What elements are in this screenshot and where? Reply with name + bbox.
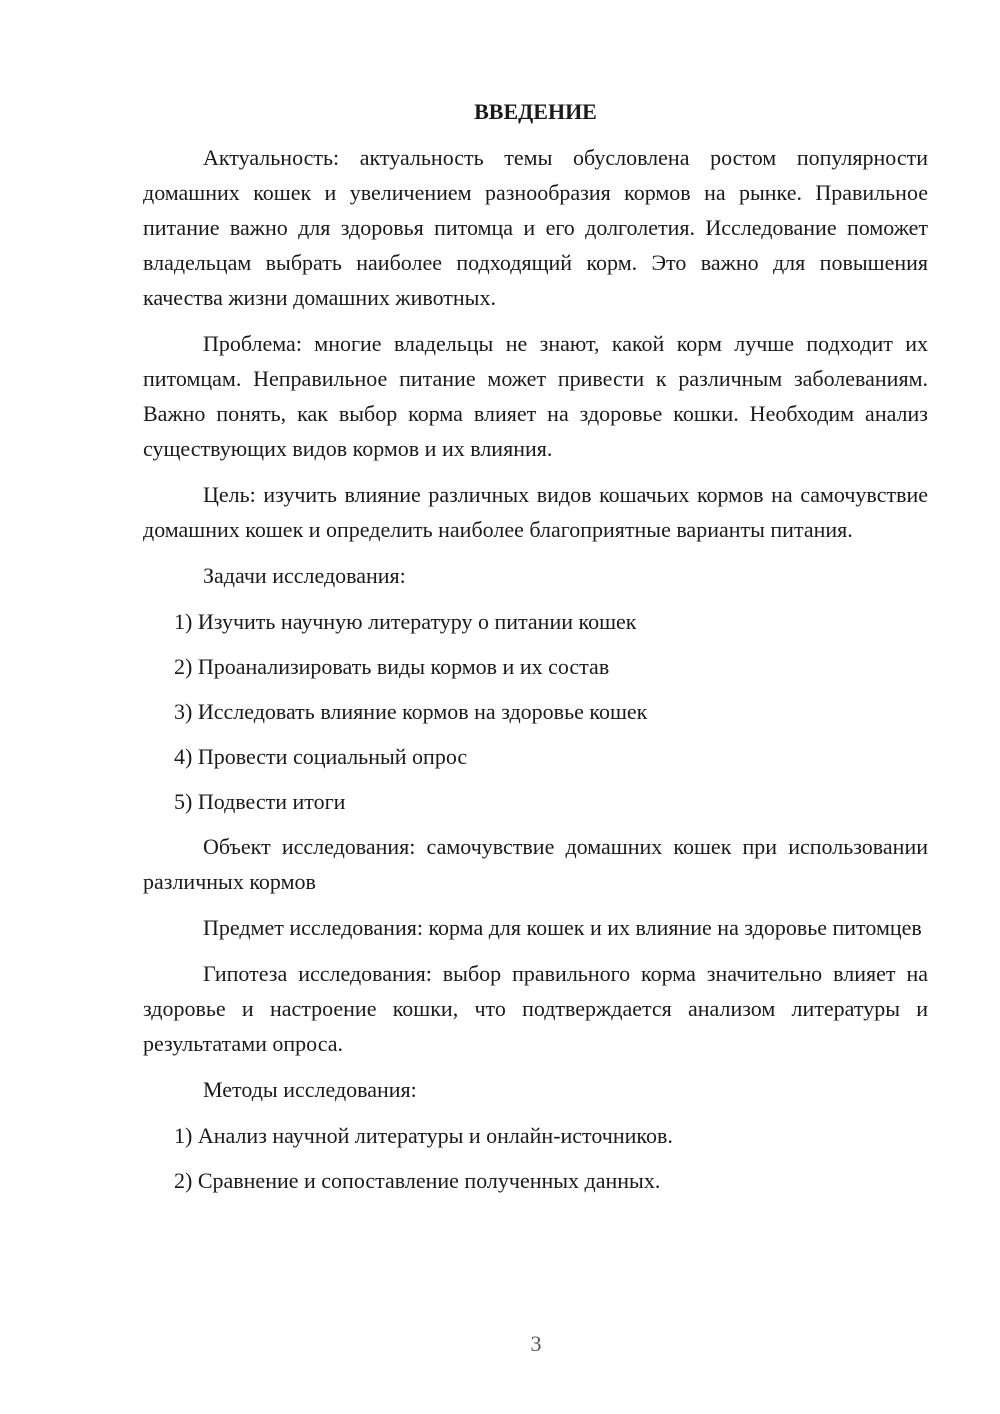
method-item: 2) Сравнение и сопоставление полученных данных. xyxy=(174,1168,661,1193)
page-number: 3 xyxy=(530,1331,542,1356)
methods-label: Методы исследования: xyxy=(203,1077,417,1102)
paragraph-relevance: Актуальность: актуальность темы обусловлена ростом популярности домашних кошек и увеличением разнообразия кормов на рынке. Правильное питание важно для здоровья питомца и его долголетия. Исследование поможет владельцам выбрать наиболее подходящий корм. Это важно для повышения качества жизни домашних животных. xyxy=(143,145,928,310)
task-item: 5) Подвести итоги xyxy=(174,789,346,814)
tasks-label: Задачи исследования: xyxy=(203,563,406,588)
paragraph-problem: Проблема: многие владельцы не знают, какой корм лучше подходит их питомцам. Неправильное питание может привести к различным заболеваниям. Важно понять, как выбор корма влияет на здоровье кошки. Необходим анализ существующих видов кормов и их влияния. xyxy=(143,331,928,461)
task-item: 3) Исследовать влияние кормов на здоровье кошек xyxy=(174,699,648,724)
paragraph-subject: Предмет исследования: корма для кошек и их влияние на здоровье питомцев xyxy=(203,915,922,940)
task-item: 4) Провести социальный опрос xyxy=(174,744,468,769)
task-item: 2) Проанализировать виды кормов и их состав xyxy=(174,654,610,679)
method-item: 1) Анализ научной литературы и онлайн-источников. xyxy=(174,1123,673,1148)
task-item: 1) Изучить научную литературу о питании кошек xyxy=(174,609,637,634)
paragraph-hypothesis: Гипотеза исследования: выбор правильного корма значительно влияет на здоровье и настроение кошки, что подтверждается анализом литературы и результатами опроса. xyxy=(143,961,928,1056)
paragraph-goal: Цель: изучить влияние различных видов кошачьих кормов на самочувствие домашних кошек и определить наиболее благоприятные варианты питания. xyxy=(143,482,928,542)
paragraph-object: Объект исследования: самочувствие домашних кошек при использовании различных кормов xyxy=(143,834,928,894)
section-heading: ВВЕДЕНИЕ xyxy=(474,99,597,124)
page-content xyxy=(143,96,928,1208)
